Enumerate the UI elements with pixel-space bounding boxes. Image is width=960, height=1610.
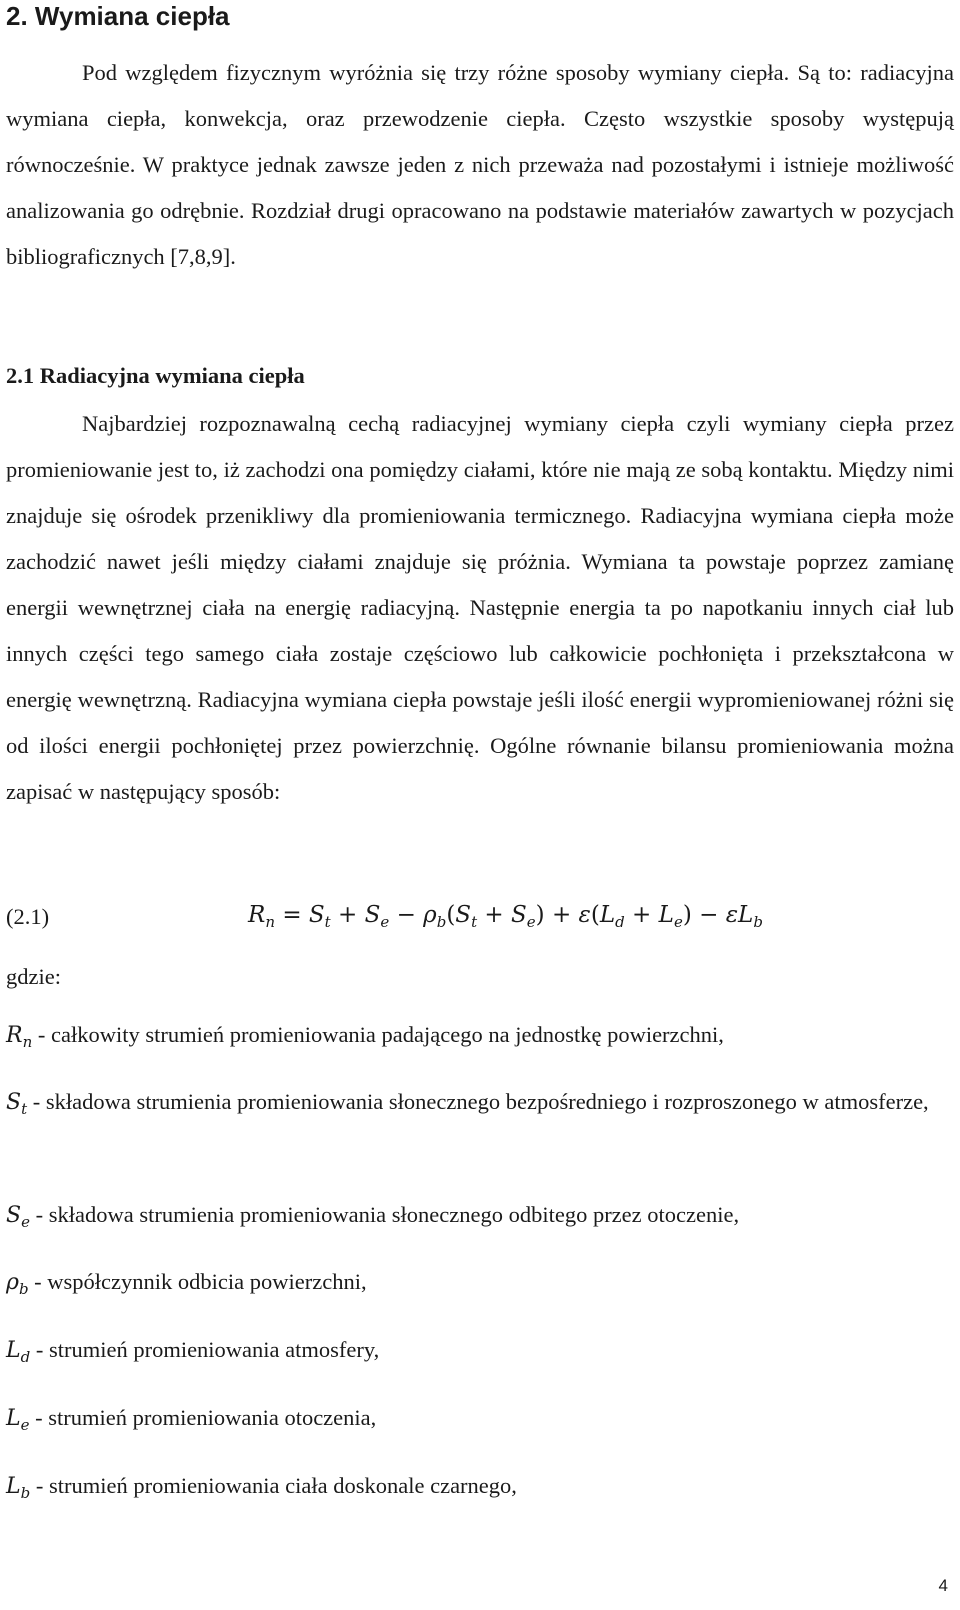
equation-number: (2.1) [6,904,50,929]
definition-item: $S_e$ - składowa strumienia promieniowania słonecznego odbitego przez otoczenie, [6,1202,740,1231]
section-paragraph: Najbardziej rozpoznawalną cechą radiacyjnej wymiany ciepła czyli wymiany ciepła przez promieniowanie jest to, iż zachodzi ona pomiędzy ciałami, które nie mają ze sobą kontaktu. Między nimi znajduje się ośrodek przenikliwy dla promieniowania termicznego. Radiacyjna wymiana ciepła może zachodzić nawet jeśli między ciałami znajduje się próżnia. Wymiana ta powstaje poprzez zamianę energii wewnętrznej ciała na energię radiacyjną. Następnie energia ta po napotkaniu innych ciał lub innych części tego samego ciała zostaje częściowo lub całkowicie pochłonięta i przekształcona w energię wewnętrzną. Radiacyjna wymiana ciepła powstaje jeśli ilość energii wypromieniowanej różni się od ilości energii pochłoniętej przez powierzchnię. Ogólne równanie bilansu promieniowania można zapisać w następujący sposób: [6,411,954,804]
definition-item: $R_n$ - całkowity strumień promieniowania padającego na jednostkę powierzchni, [6,1022,724,1051]
definition-item: $S_t$ - składowa strumienia promieniowania słonecznego bezpośredniego i rozproszonego w atmosferze, [6,1089,929,1118]
definition-item: $\rho_b$ - współczynnik odbicia powierzchni, [6,1269,367,1298]
where-label: gdzie: [6,964,61,989]
chapter-title: 2. Wymiana ciepła [6,1,230,31]
radiation-balance-equation: $R_n = S_t + S_e - \rho_b(S_t + S_e) + \varepsilon(L_d + L_e) - \varepsilon L_b$ [248,902,763,931]
section-title: 2.1 Radiacyjna wymiana ciepła [6,363,305,388]
intro-paragraph: Pod względem fizycznym wyróżnia się trzy różne sposoby wymiany ciepła. Są to: radiacyjna wymiana ciepła, konwekcja, oraz przewodzenie ciepła. Często wszystkie sposoby występują równocześnie. W praktyce jednak zawsze jeden z nich przeważa nad pozostałymi i istnieje możliwość analizowania go odrębnie. Rozdział drugi opracowano na podstawie materiałów zawartych w pozycjach bibliograficznych [7,8,9]. [6,60,954,269]
definition-item: $L_d$ - strumień promieniowania atmosfery, [6,1337,380,1366]
page-number: 4 [938,1576,948,1595]
definition-item: $L_b$ - strumień promieniowania ciała doskonale czarnego, [6,1473,517,1502]
definition-item: $L_e$ - strumień promieniowania otoczenia, [6,1405,377,1434]
